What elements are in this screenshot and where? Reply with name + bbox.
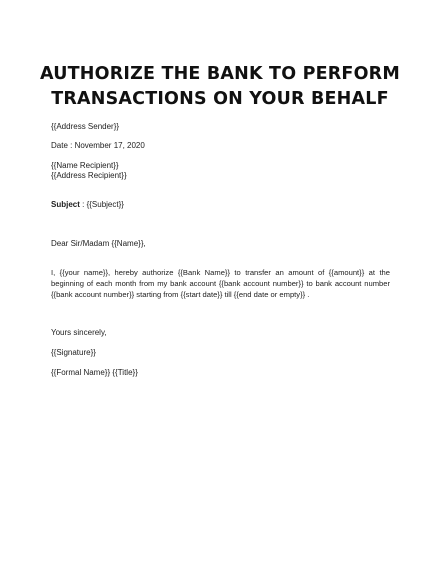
closing: Yours sincerely, (51, 328, 107, 337)
signature: {{Signature}} (51, 348, 96, 357)
address-recipient: {{Address Recipient}} (51, 171, 127, 180)
subject-value: : {{Subject}} (79, 200, 124, 209)
address-sender: {{Address Sender}} (51, 122, 120, 131)
salutation: Dear Sir/Madam {{Name}}, (51, 239, 146, 248)
subject-line (51, 199, 124, 210)
body-paragraph: I, {{your name}}, hereby authorize {{Bank Name}} to transfer an amount of {{amount}} at the beginning of each month from my bank account {{bank account number}} to bank account number {{bank account number}} starting from {{start date}} till {{end date or empty}} . (51, 268, 390, 299)
name-recipient: {{Name Recipient}} (51, 161, 119, 170)
title-line-2: TRANSACTIONS ON YOUR BEHALF (51, 89, 389, 109)
subject-label: Subject (51, 200, 80, 209)
title-line-1: AUTHORIZE THE BANK TO PERFORM (40, 64, 400, 84)
date-line: Date : November 17, 2020 (51, 141, 145, 150)
document-title (20, 62, 420, 112)
formal-name-title: {{Formal Name}} {{Title}} (51, 368, 138, 377)
